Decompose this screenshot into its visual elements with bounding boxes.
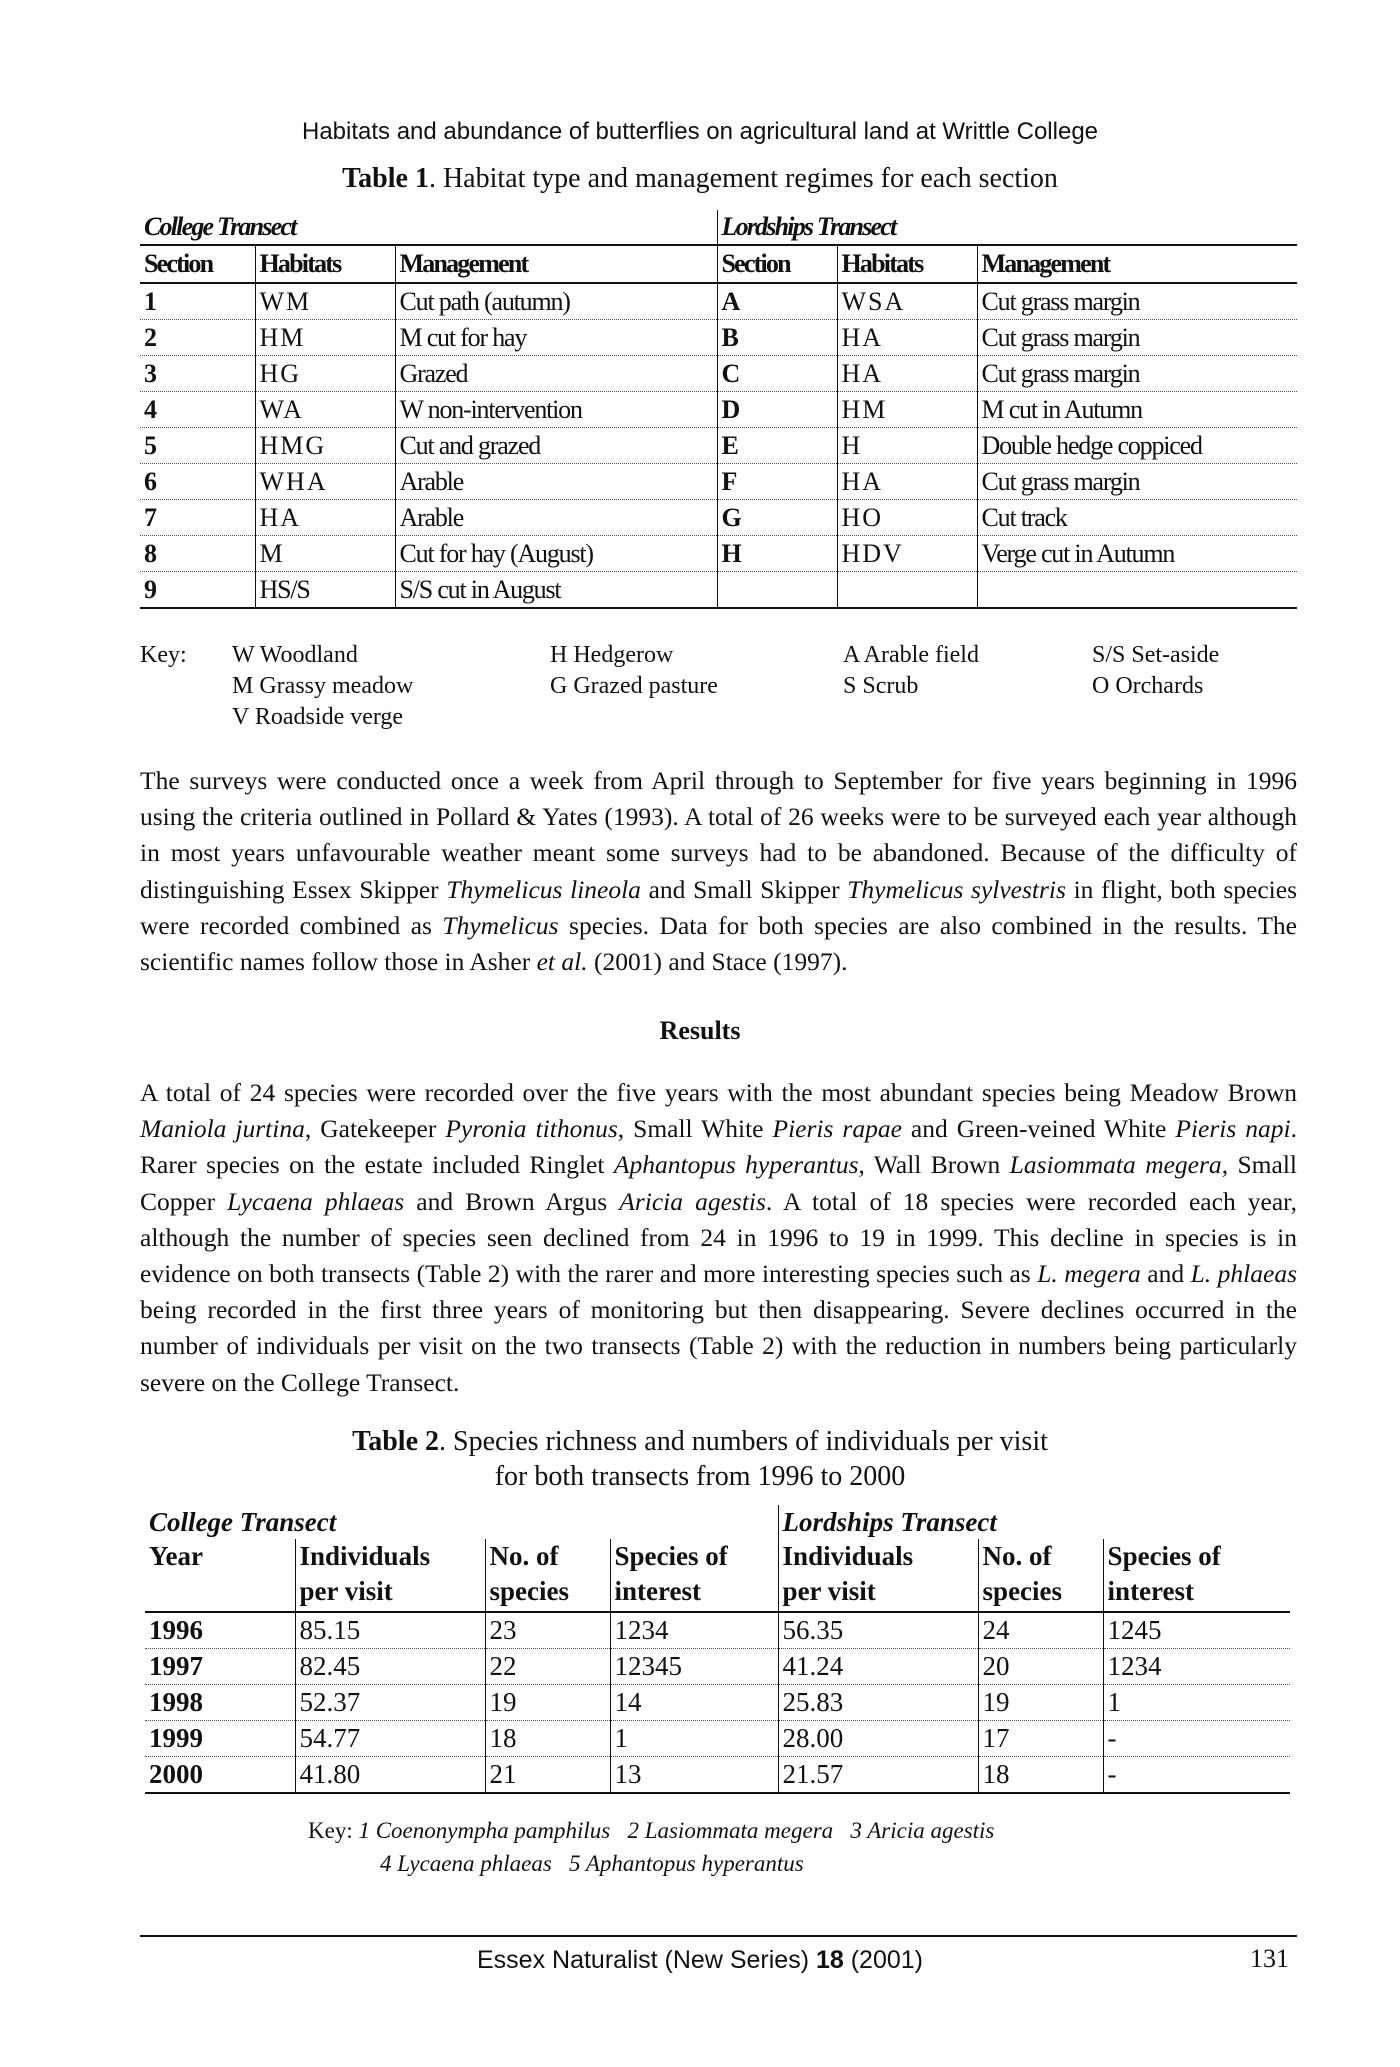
table2-cell: - bbox=[1103, 1721, 1290, 1757]
table1-row bbox=[140, 572, 1297, 609]
table2-key-item: 2 Lasiommata megera bbox=[627, 1818, 834, 1843]
table1-cell: Cut for hay (August) bbox=[395, 536, 717, 572]
table2-caption-label: Table 2 bbox=[352, 1426, 439, 1457]
table1-cell: 5 bbox=[140, 428, 255, 464]
table1-cell: Cut grass margin bbox=[977, 356, 1297, 392]
table2-cell: 41.80 bbox=[295, 1757, 485, 1794]
table1-cell: W non-intervention bbox=[395, 392, 717, 428]
table1-header-cell: Management bbox=[977, 245, 1297, 283]
table2-header-cell bbox=[1103, 1539, 1290, 1612]
table1-row bbox=[140, 464, 1297, 500]
footer-journal bbox=[0, 1946, 1400, 1975]
table1-key-item: G Grazed pasture bbox=[550, 673, 718, 699]
table2-cell: 18 bbox=[978, 1757, 1103, 1794]
table2-key-label: Key: bbox=[308, 1818, 359, 1843]
table1-cell: WM bbox=[255, 283, 395, 320]
paragraph-text: . Rarer species on the estate included Ringlet bbox=[140, 1114, 1298, 1180]
running-header: Habitats and abundance of butterflies on agricultural land at Writtle College bbox=[301, 118, 1099, 145]
table1-header-cell: Habitats bbox=[837, 245, 977, 283]
table1-cell: 4 bbox=[140, 392, 255, 428]
table2-row bbox=[145, 1757, 1290, 1794]
table1-cell: HA bbox=[837, 464, 977, 500]
table1-cell: G bbox=[717, 500, 837, 536]
table1-group-college: College Transect bbox=[140, 210, 717, 245]
species-name: Lasiommata megera bbox=[1009, 1150, 1222, 1180]
table1-cell: HM bbox=[255, 320, 395, 356]
table2-cell: 28.00 bbox=[778, 1721, 978, 1757]
table1-cell: Verge cut in Autumn bbox=[977, 536, 1297, 572]
header-line: per visit bbox=[782, 1576, 876, 1606]
table1-cell: 7 bbox=[140, 500, 255, 536]
table1-cell: B bbox=[717, 320, 837, 356]
table1-cell: WSA bbox=[837, 283, 977, 320]
species-name: Thymelicus bbox=[442, 910, 559, 940]
table2-key-item: 3 Aricia agestis bbox=[850, 1818, 995, 1843]
page-number: 131 bbox=[1250, 1944, 1289, 1973]
table1-header-row bbox=[140, 245, 1297, 283]
species-name: Pieris rapae bbox=[772, 1114, 902, 1144]
table2-cell: 1234 bbox=[610, 1612, 778, 1649]
table2-caption-line1 bbox=[0, 1426, 1400, 1458]
table1-cell: H bbox=[717, 536, 837, 572]
paragraph-text: in flight, both species were recorded combined as bbox=[140, 874, 1297, 940]
table1-cell: HA bbox=[255, 500, 395, 536]
journal-year: (2001) bbox=[843, 1946, 923, 1974]
table1-cell: Cut grass margin bbox=[977, 283, 1297, 320]
table2-cell: 1999 bbox=[145, 1721, 295, 1757]
table1-cell: HA bbox=[837, 320, 977, 356]
table1-cell: Cut grass margin bbox=[977, 464, 1297, 500]
table2-cell: 41.24 bbox=[778, 1649, 978, 1685]
table1-key-item: M Grassy meadow bbox=[232, 673, 414, 699]
header-line: interest bbox=[614, 1576, 701, 1606]
table2-header-cell bbox=[978, 1539, 1103, 1612]
header-line: species bbox=[489, 1576, 569, 1606]
table2-cell: 12345 bbox=[610, 1649, 778, 1685]
table1-cell: 3 bbox=[140, 356, 255, 392]
table1-cell: HG bbox=[255, 356, 395, 392]
table2-caption-line2: for both transects from 1996 to 2000 bbox=[494, 1461, 906, 1492]
table2-cell: 13 bbox=[610, 1757, 778, 1794]
table2-key-item: 5 Aphantopus hyperantus bbox=[569, 1851, 804, 1876]
species-name: L. phlaeas bbox=[1190, 1259, 1297, 1289]
table1-cell bbox=[837, 572, 977, 609]
header-line: No. of bbox=[489, 1541, 559, 1571]
table1-cell: E bbox=[717, 428, 837, 464]
table1-cell: S/S cut in August bbox=[395, 572, 717, 609]
table1-header-cell: Section bbox=[717, 245, 837, 283]
paragraph-text: , Wall Brown bbox=[858, 1150, 1010, 1180]
table1-cell: M cut for hay bbox=[395, 320, 717, 356]
header-line: Species of bbox=[1107, 1541, 1221, 1571]
table1-row bbox=[140, 500, 1297, 536]
paragraph-text: . A total of 18 species were recorded each year, although the number of species seen declined from 24 in 1996 to 19 in 1999. This decline in species is in evidence on both transects (Table 2) with the rarer and more interesting species such as bbox=[140, 1186, 1298, 1289]
results-paragraph bbox=[140, 1075, 1297, 1401]
table2-caption-text: . Species richness and numbers of individuals per visit bbox=[439, 1426, 1048, 1457]
paragraph-text: and Small Skipper bbox=[640, 874, 848, 904]
table2-cell: 1996 bbox=[145, 1612, 295, 1649]
table2-cell: 21.57 bbox=[778, 1757, 978, 1794]
paragraph-text: , Small White bbox=[617, 1114, 773, 1144]
table2-header-cell bbox=[295, 1539, 485, 1612]
table1-cell: Arable bbox=[395, 464, 717, 500]
table1-cell: HA bbox=[837, 356, 977, 392]
table1-cell: WA bbox=[255, 392, 395, 428]
table2-cell: 22 bbox=[485, 1649, 610, 1685]
table1-cell: A bbox=[717, 283, 837, 320]
table1-key-item: V Roadside verge bbox=[232, 704, 404, 730]
table1-caption-label: Table 1 bbox=[342, 163, 429, 194]
species-name: Pieris napi bbox=[1175, 1114, 1291, 1144]
species-name: Aphantopus hyperantus bbox=[613, 1150, 859, 1180]
table2-row bbox=[145, 1649, 1290, 1685]
table2-group-lordships: Lordships Transect bbox=[778, 1505, 1290, 1539]
table1-cell: Arable bbox=[395, 500, 717, 536]
table1-cell: HMG bbox=[255, 428, 395, 464]
table2-cell: 1 bbox=[610, 1721, 778, 1757]
table1-key-item: S/S Set-aside bbox=[1092, 642, 1220, 668]
header-line: No. of bbox=[982, 1541, 1052, 1571]
table2-group-college: College Transect bbox=[149, 1506, 337, 1537]
table1-header-cell: Management bbox=[395, 245, 717, 283]
table2-cell: 14 bbox=[610, 1685, 778, 1721]
table1-cell: 2 bbox=[140, 320, 255, 356]
table1-cell: WHA bbox=[255, 464, 395, 500]
table1-row bbox=[140, 428, 1297, 464]
results-heading: Results bbox=[659, 1016, 741, 1045]
header-line: Individuals bbox=[299, 1541, 431, 1571]
table1 bbox=[140, 210, 1297, 609]
table1-key-item: S Scrub bbox=[843, 673, 919, 699]
table1-cell: 8 bbox=[140, 536, 255, 572]
table2-cell: 25.83 bbox=[778, 1685, 978, 1721]
table1-caption bbox=[0, 163, 1400, 195]
table1-row bbox=[140, 320, 1297, 356]
table2-cell: 24 bbox=[978, 1612, 1103, 1649]
paragraph-text: , Gatekeeper bbox=[304, 1114, 446, 1144]
table1-key-item: A Arable field bbox=[843, 642, 979, 668]
table2-cell: 2000 bbox=[145, 1757, 295, 1794]
table1-cell: HDV bbox=[837, 536, 977, 572]
table2-header-cell bbox=[778, 1539, 978, 1612]
table1-cell: M bbox=[255, 536, 395, 572]
header-line: per visit bbox=[299, 1576, 393, 1606]
table1-cell: D bbox=[717, 392, 837, 428]
table1-cell: Cut grass margin bbox=[977, 320, 1297, 356]
table1-header-cell: Habitats bbox=[255, 245, 395, 283]
paragraph-text: being recorded in the first three years of monitoring but then disappearing. Severe declines occurred in the number of individuals per visit on the two transects (Table 2) with the reduction in numbers being particularly severe on the College Transect. bbox=[140, 1295, 1297, 1397]
table1-cell: HS/S bbox=[255, 572, 395, 609]
table2-cell: 1234 bbox=[1103, 1649, 1290, 1685]
table2-cell: 1 bbox=[1103, 1685, 1290, 1721]
table2-header-cell bbox=[145, 1539, 295, 1612]
journal-name: Essex Naturalist (New Series) bbox=[476, 1946, 816, 1974]
table1-cell: C bbox=[717, 356, 837, 392]
species-name: L. megera bbox=[1037, 1259, 1141, 1289]
table2-key-item: 1 Coenonympha pamphilus bbox=[358, 1818, 611, 1843]
footer-rule bbox=[140, 1935, 1297, 1937]
table1-cell: H bbox=[837, 428, 977, 464]
table1-row bbox=[140, 536, 1297, 572]
table2-cell: 23 bbox=[485, 1612, 610, 1649]
table2-cell: 1998 bbox=[145, 1685, 295, 1721]
paragraph-text: species. Data for both species are also combined in the results. The scientific names follow those in Asher bbox=[140, 910, 1297, 977]
species-name: Thymelicus sylvestris bbox=[847, 874, 1066, 904]
paragraph-text: and bbox=[1140, 1259, 1191, 1289]
header-line: species bbox=[982, 1576, 1063, 1606]
table1-caption-text: . Habitat type and management regimes for each section bbox=[428, 163, 1058, 194]
table2-cell: 1997 bbox=[145, 1649, 295, 1685]
table1-cell: HO bbox=[837, 500, 977, 536]
table1-cell: Grazed bbox=[395, 356, 717, 392]
table2-row bbox=[145, 1612, 1290, 1649]
table1-row bbox=[140, 283, 1297, 320]
paragraph-text: The surveys were conducted once a week from April through to September for five years beginning in 1996 using the criteria outlined in Pollard & Yates (1993). A total of 26 weeks were to be surveyed each year although in most years unfavourable weather meant some surveys had to be abandoned. Because of the difficulty of distinguishing Essex Skipper bbox=[140, 766, 1297, 904]
paragraph-text: and Green-veined White bbox=[901, 1114, 1176, 1144]
table1-cell: HM bbox=[837, 392, 977, 428]
journal-volume: 18 bbox=[815, 1946, 844, 1974]
species-name: Lycaena phlaeas bbox=[227, 1186, 405, 1216]
table2-cell: - bbox=[1103, 1757, 1290, 1794]
table1-key-label: Key: bbox=[140, 642, 187, 668]
table2-cell: 19 bbox=[978, 1685, 1103, 1721]
table2-cell: 17 bbox=[978, 1721, 1103, 1757]
table2-header-row bbox=[145, 1539, 1290, 1612]
table1-cell: Double hedge coppiced bbox=[977, 428, 1297, 464]
table2-row bbox=[145, 1685, 1290, 1721]
table2-cell: 85.15 bbox=[295, 1612, 485, 1649]
species-name: Pyronia tithonus bbox=[445, 1114, 618, 1144]
table2-row bbox=[145, 1721, 1290, 1757]
table2-cell: 18 bbox=[485, 1721, 610, 1757]
table2-key-item: 4 Lycaena phlaeas bbox=[380, 1851, 552, 1876]
table2-cell: 20 bbox=[978, 1649, 1103, 1685]
table1-cell bbox=[977, 572, 1297, 609]
table1-cell: 9 bbox=[140, 572, 255, 609]
paragraph-text: A total of 24 species were recorded over the five years with the most abundant species being Meadow Brown bbox=[140, 1078, 1297, 1107]
table2-cell: 52.37 bbox=[295, 1685, 485, 1721]
header-line: Year bbox=[149, 1541, 203, 1571]
table1-cell: Cut and grazed bbox=[395, 428, 717, 464]
paragraph-text: and Brown Argus bbox=[404, 1186, 620, 1216]
table1-key-item: H Hedgerow bbox=[550, 642, 674, 668]
table2-cell: 54.77 bbox=[295, 1721, 485, 1757]
species-name: Thymelicus lineola bbox=[446, 874, 641, 904]
table1-header-cell: Section bbox=[140, 245, 255, 283]
table2-cell: 1245 bbox=[1103, 1612, 1290, 1649]
table1-cell: Cut path (autumn) bbox=[395, 283, 717, 320]
table1-cell bbox=[717, 572, 837, 609]
header-line: Species of bbox=[614, 1541, 728, 1571]
methods-paragraph bbox=[140, 763, 1297, 980]
table1-cell: F bbox=[717, 464, 837, 500]
table2-header-cell bbox=[610, 1539, 778, 1612]
table1-cell: 6 bbox=[140, 464, 255, 500]
table2-header-cell bbox=[485, 1539, 610, 1612]
table1-key-item: W Woodland bbox=[232, 642, 358, 668]
table1-cell: M cut in Autumn bbox=[977, 392, 1297, 428]
paragraph-text: (2001) and Stace (1997). bbox=[587, 947, 848, 977]
table2 bbox=[145, 1505, 1290, 1794]
table1-cell: 1 bbox=[140, 283, 255, 320]
table2-cell: 82.45 bbox=[295, 1649, 485, 1685]
species-name: Aricia agestis bbox=[619, 1186, 766, 1216]
paragraph-text: , Small Copper bbox=[140, 1150, 1298, 1216]
species-name: Maniola jurtina bbox=[140, 1114, 305, 1144]
citation-et-al: et al. bbox=[536, 947, 588, 977]
table2-cell: 19 bbox=[485, 1685, 610, 1721]
table1-cell: Cut track bbox=[977, 500, 1297, 536]
table2-cell: 21 bbox=[485, 1757, 610, 1794]
table1-group-lordships: Lordships Transect bbox=[717, 210, 1297, 245]
table1-row bbox=[140, 392, 1297, 428]
table1-row bbox=[140, 356, 1297, 392]
header-line: interest bbox=[1107, 1576, 1195, 1606]
table1-key-item: O Orchards bbox=[1092, 673, 1204, 699]
table2-cell: 56.35 bbox=[778, 1612, 978, 1649]
header-line: Individuals bbox=[782, 1541, 914, 1571]
